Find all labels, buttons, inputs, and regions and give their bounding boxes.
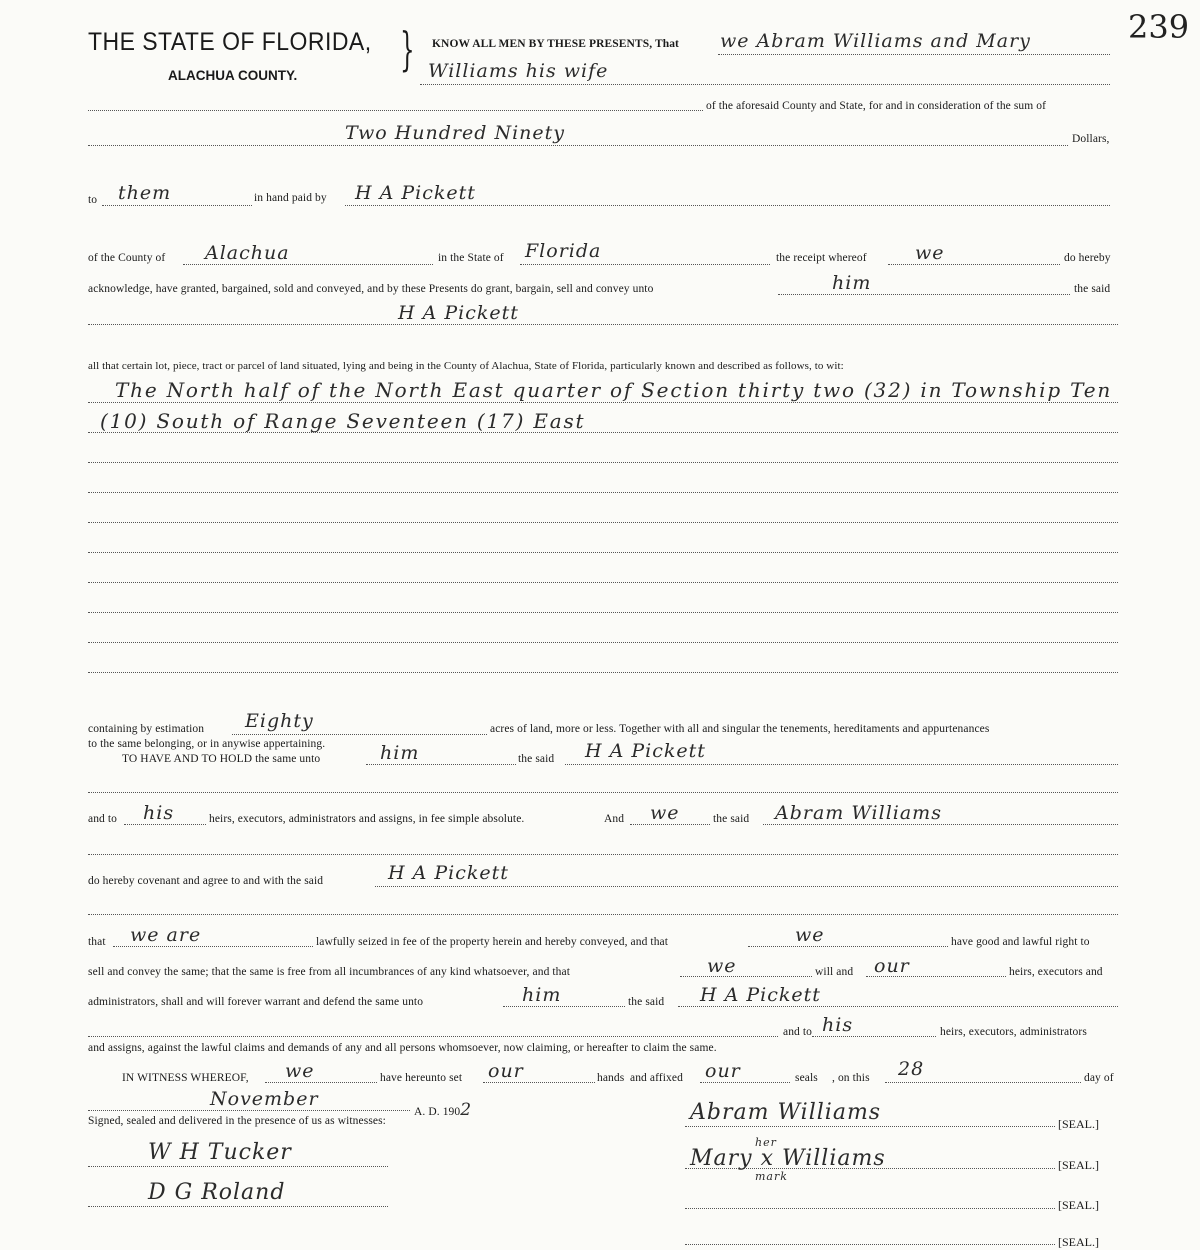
heirs-the-said: the said [713,813,750,825]
warrant-text1: sell and convey the same; that the same is free from all incumbrances of any kind whatsoever, and that [88,966,571,978]
seized-we: we [795,924,825,946]
in-state-label: in the State of [438,252,504,264]
paid-by-label: in hand paid by [254,192,327,204]
containing-label: containing by estimation [88,723,205,735]
county-value: Alachua [205,242,290,264]
consideration-text: of the aforesaid County and State, for and in consideration of the sum of [706,100,1047,112]
to-label: to [88,194,98,206]
acknowledge-unto: him [832,272,872,294]
habendum-the-said: the said [518,753,555,765]
witness-hands: hands [597,1072,625,1084]
grantors-line1: we Abram Williams and Mary [720,30,1031,52]
witness-day-num: 28 [898,1058,925,1080]
heirs-his: his [143,802,175,824]
heirs-and: And [604,813,625,825]
that-label: that [88,936,106,948]
covenant-text: do hereby covenant and agree to and with the said [88,875,324,887]
warrant-the-said: the said [628,996,665,1008]
do-hereby-label: do hereby [1064,252,1111,264]
state-value: Florida [525,240,602,262]
of-county-label: of the County of [88,252,166,264]
grantors-line2: Williams his wife [428,60,609,82]
state-heading: THE STATE OF FLORIDA, [88,28,372,56]
seal-1: [SEAL.] [1058,1117,1099,1131]
containing-line2: to the same belonging, or in anywise appertaining. [88,738,326,750]
witness-text: IN WITNESS WHEREOF, [122,1072,249,1084]
seized-rest: have good and lawful right to [951,936,1090,948]
receipt-who: we [915,242,945,264]
witness-day-of: day of [1084,1072,1114,1084]
brace-glyph: } [400,22,415,76]
paid-by-grantee: H A Pickett [355,182,476,204]
witness-year-digit: 2 [460,1100,473,1120]
warrant-our: our [874,955,910,977]
grantor2-her: her [755,1136,777,1149]
seized-text: lawfully seized in fee of the property herein and hereby conveyed, and that [316,936,669,948]
the-said-label: the said [1074,283,1111,295]
witness1-signature: W H Tucker [148,1140,292,1165]
description-line2: (10) South of Range Seventeen (17) East [100,409,586,433]
warrant-unto: him [522,984,562,1006]
habendum-grantee: H A Pickett [585,740,706,762]
habendum-unto: him [380,742,420,764]
seal-3: [SEAL.] [1058,1198,1099,1212]
warrant-grantee: H A Pickett [700,984,821,1006]
consideration-amount: Two Hundred Ninety [345,122,566,144]
witness2-signature: D G Roland [148,1180,286,1205]
warrant-text4: heirs, executors, administrators [940,1026,1087,1038]
know-all-text: KNOW ALL MEN BY THESE PRESENTS, That [432,38,679,50]
description-intro: all that certain lot, piece, tract or parcel of land situated, lying and being in the County of Alachua, State of Florida, particularly known and described as follows, to wit: [88,360,844,372]
acknowledge-grantee: H A Pickett [398,302,519,324]
warrant-text3: administrators, shall and will forever warrant and defend the same unto [88,996,424,1008]
page-number: 239 [1128,8,1190,46]
heirs-text: heirs, executors, administrators and assigns, in fee simple absolute. [209,813,525,825]
witness-ad: A. D. 1902 [414,1100,473,1120]
witness-we: we [285,1060,315,1082]
seal-2: [SEAL.] [1058,1158,1099,1172]
witness-on-this: , on this [832,1072,870,1084]
grantor2-signature: Mary x Williams [690,1146,886,1171]
containing-rest: acres of land, more or less. Together with all and singular the tenements, hereditaments and appurtenances [490,723,990,735]
receipt-label: the receipt whereof [776,252,867,264]
county-heading: ALACHUA COUNTY. [168,68,298,83]
seized-we-are: we are [130,924,202,946]
witness-set: have hereunto set [380,1072,463,1084]
heirs-we: we [650,802,680,824]
description-line1: The North half of the North East quarter of Section thirty two (32) in Township Ten [115,378,1113,402]
warrant-will-and: will and [815,966,854,978]
witness-affixed: and affixed [630,1072,683,1084]
warrant-text5: and assigns, against the lawful claims and demands of any and all persons whomsoever, now claiming, or hereafter to claim the same. [88,1042,717,1054]
witness-our1: our [488,1060,524,1082]
seal-4: [SEAL.] [1058,1235,1099,1249]
warrant-his: his [822,1014,854,1036]
witness-our2: our [705,1060,741,1082]
heirs-grantor: Abram Williams [775,802,942,824]
grantor1-signature: Abram Williams [690,1100,882,1125]
warrant-text2: heirs, executors and [1009,966,1103,978]
covenant-grantee: H A Pickett [388,862,509,884]
warrant-we: we [707,955,737,977]
and-to-label: and to [88,813,118,825]
containing-acres: Eighty [245,710,314,732]
signed-text: Signed, sealed and delivered in the presence of us as witnesses: [88,1115,386,1127]
warrant-and-to: and to [783,1026,813,1038]
acknowledge-text: acknowledge, have granted, bargained, sold and conveyed, and by these Presents do grant, bargain, sell and convey unto [88,283,654,295]
dollars-label: Dollars, [1072,133,1110,145]
witness-seals: seals [795,1072,818,1084]
habendum-text: TO HAVE AND TO HOLD the same unto [122,753,321,765]
grantor2-mark: mark [755,1170,788,1183]
witness-month: November [210,1088,319,1110]
to-whom: them [118,182,172,204]
